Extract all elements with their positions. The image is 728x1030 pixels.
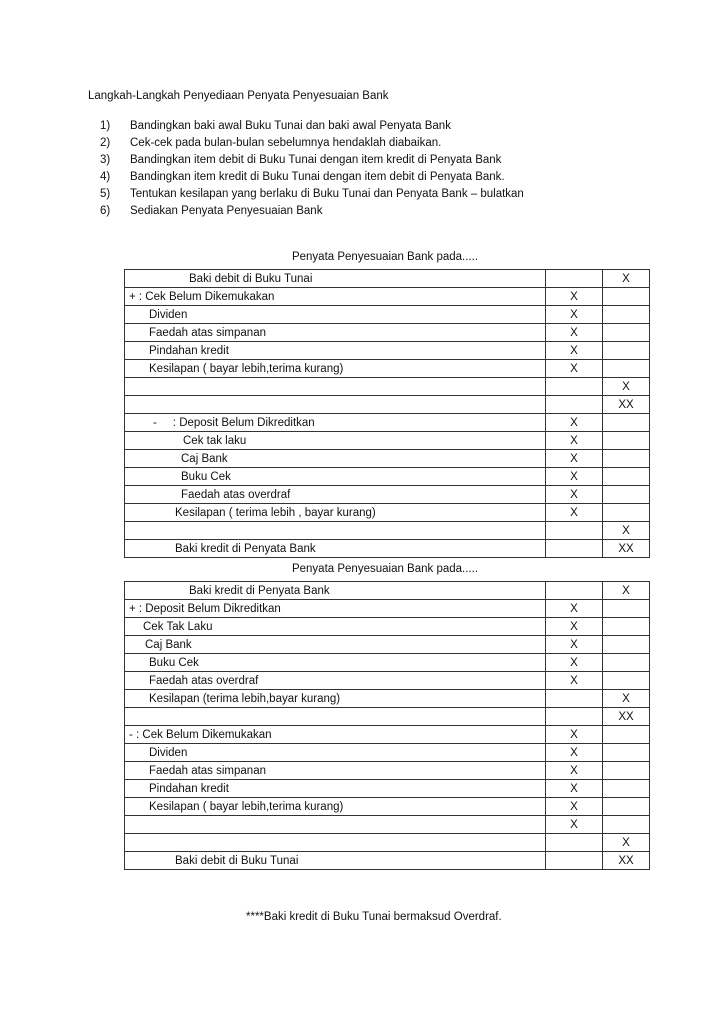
step-text: Tentukan kesilapan yang berlaku di Buku Tunai dan Penyata Bank – bulatkan [130, 188, 524, 200]
row-description: Cek Tak Laku [143, 620, 213, 633]
table-row [125, 636, 650, 654]
step-number: 2) [100, 137, 111, 149]
row-amount-inner: X [546, 654, 603, 672]
row-amount-inner: X [546, 360, 603, 378]
row-amount-inner: X [546, 726, 603, 744]
row-amount-total [603, 672, 650, 690]
row-description: Kesilapan (terima lebih,bayar kurang) [149, 692, 341, 705]
row-amount-inner: X [546, 450, 603, 468]
steps-list [100, 118, 524, 220]
table-row [125, 486, 650, 504]
row-description: Buku Cek [181, 470, 231, 483]
row-description-cell [125, 798, 546, 816]
row-description-cell [125, 306, 546, 324]
table-row [125, 726, 650, 744]
row-description: Baki debit di Buku Tunai [175, 854, 299, 867]
row-description-cell [125, 726, 546, 744]
row-description-cell [125, 636, 546, 654]
table1-caption: Penyata Penyesuaian Bank pada..... [291, 251, 479, 263]
row-description: Kesilapan ( terima lebih , bayar kurang) [175, 506, 376, 519]
row-description-cell [125, 618, 546, 636]
step-number: 3) [100, 154, 111, 166]
row-description-cell [125, 690, 546, 708]
row-amount-total [603, 618, 650, 636]
row-amount-inner [546, 522, 603, 540]
step-text: Bandingkan item debit di Buku Tunai dengan item kredit di Penyata Bank [130, 154, 502, 166]
footnote: ****Baki kredit di Buku Tunai bermaksud Overdraf. [246, 911, 502, 923]
row-amount-total [603, 798, 650, 816]
step-number: 4) [100, 171, 111, 183]
row-description-cell [125, 450, 546, 468]
row-amount-total: X [603, 834, 650, 852]
table-row [125, 816, 650, 834]
row-amount-inner: X [546, 486, 603, 504]
row-description: Faedah atas simpanan [149, 764, 266, 777]
row-amount-total [603, 636, 650, 654]
list-item [100, 118, 524, 135]
step-number: 5) [100, 188, 111, 200]
row-amount-inner: X [546, 816, 603, 834]
row-description-cell [125, 762, 546, 780]
list-item [100, 152, 524, 169]
table-row [125, 270, 650, 288]
list-item [100, 135, 524, 152]
row-amount-inner: X [546, 324, 603, 342]
table-row [125, 468, 650, 486]
table-row [125, 432, 650, 450]
row-amount-total [603, 744, 650, 762]
table2-reconciliation [124, 581, 650, 870]
row-amount-total: X [603, 522, 650, 540]
row-description: Faedah atas overdraf [149, 674, 259, 687]
table-row [125, 324, 650, 342]
row-amount-inner: X [546, 744, 603, 762]
step-text: Cek-cek pada bulan-bulan sebelumnya hendaklah diabaikan. [130, 137, 442, 149]
row-amount-total [603, 726, 650, 744]
row-description: Caj Bank [145, 638, 192, 651]
row-amount-inner: X [546, 414, 603, 432]
step-text: Sediakan Penyata Penyesuaian Bank [130, 205, 323, 217]
row-description: Pindahan kredit [149, 782, 229, 795]
row-description-cell [125, 654, 546, 672]
table-row [125, 852, 650, 870]
row-description: Baki kredit di Penyata Bank [189, 584, 330, 597]
table-row [125, 780, 650, 798]
row-amount-total [603, 306, 650, 324]
row-amount-inner [546, 270, 603, 288]
row-description-cell [125, 744, 546, 762]
row-amount-total [603, 486, 650, 504]
table1-reconciliation [124, 269, 650, 558]
row-description-cell [125, 468, 546, 486]
list-item [100, 203, 524, 220]
step-text: Bandingkan baki awal Buku Tunai dan baki awal Penyata Bank [130, 120, 451, 132]
row-description: Kesilapan ( bayar lebih,terima kurang) [149, 362, 344, 375]
row-description-cell [125, 852, 546, 870]
row-amount-total [603, 360, 650, 378]
table-row [125, 450, 650, 468]
row-amount-inner: X [546, 636, 603, 654]
row-amount-total [603, 816, 650, 834]
row-amount-total [603, 450, 650, 468]
row-description: Cek tak laku [183, 434, 247, 447]
table-row [125, 708, 650, 726]
step-text: Bandingkan item kredit di Buku Tunai dengan item debit di Penyata Bank. [130, 171, 505, 183]
row-description-cell [125, 270, 546, 288]
table-row [125, 672, 650, 690]
row-description: Baki kredit di Penyata Bank [175, 542, 316, 555]
table-row [125, 288, 650, 306]
row-amount-total: X [603, 582, 650, 600]
row-amount-inner [546, 540, 603, 558]
table-row [125, 306, 650, 324]
row-description-cell [125, 486, 546, 504]
row-amount-total [603, 468, 650, 486]
row-amount-total [603, 432, 650, 450]
table-row [125, 600, 650, 618]
row-amount-inner [546, 834, 603, 852]
row-description-cell [125, 780, 546, 798]
row-amount-inner: X [546, 798, 603, 816]
row-description-cell [125, 582, 546, 600]
row-amount-inner: X [546, 468, 603, 486]
row-amount-total [603, 600, 650, 618]
row-description-cell [125, 504, 546, 522]
row-amount-inner: X [546, 780, 603, 798]
row-description-cell [125, 324, 546, 342]
row-description-cell [125, 708, 546, 726]
row-amount-total [603, 342, 650, 360]
row-description-cell [125, 600, 546, 618]
table-row [125, 540, 650, 558]
step-number: 6) [100, 205, 111, 217]
table-row [125, 618, 650, 636]
row-amount-inner: X [546, 288, 603, 306]
row-amount-total [603, 780, 650, 798]
row-amount-total: X [603, 378, 650, 396]
row-amount-total: XX [603, 852, 650, 870]
row-amount-total [603, 288, 650, 306]
row-description: Faedah atas simpanan [149, 326, 266, 339]
row-description: Kesilapan ( bayar lebih,terima kurang) [149, 800, 344, 813]
row-description: - : Deposit Belum Dikreditkan [153, 416, 315, 429]
row-amount-inner [546, 708, 603, 726]
row-description: Pindahan kredit [149, 344, 229, 357]
table-row [125, 798, 650, 816]
table2-caption: Penyata Penyesuaian Bank pada..... [291, 563, 479, 575]
row-amount-inner [546, 378, 603, 396]
row-description: - : Cek Belum Dikemukakan [129, 728, 272, 741]
row-description-cell [125, 540, 546, 558]
table-row [125, 342, 650, 360]
row-description-cell [125, 816, 546, 834]
row-amount-total: XX [603, 396, 650, 414]
row-amount-total: XX [603, 540, 650, 558]
row-description: Buku Cek [149, 656, 199, 669]
row-amount-inner [546, 582, 603, 600]
row-description-cell [125, 360, 546, 378]
row-description-cell [125, 834, 546, 852]
row-amount-total [603, 654, 650, 672]
row-amount-total: XX [603, 708, 650, 726]
row-amount-inner: X [546, 672, 603, 690]
row-amount-total [603, 324, 650, 342]
table-row [125, 762, 650, 780]
list-item [100, 169, 524, 186]
table-row [125, 690, 650, 708]
row-description: Dividen [149, 308, 188, 321]
table-row [125, 414, 650, 432]
row-amount-total: X [603, 270, 650, 288]
row-description-cell [125, 672, 546, 690]
row-description: + : Cek Belum Dikemukakan [129, 290, 275, 303]
row-amount-inner: X [546, 504, 603, 522]
row-amount-total [603, 504, 650, 522]
row-amount-total: X [603, 690, 650, 708]
document-heading: Langkah-Langkah Penyediaan Penyata Penyesuaian Bank [88, 90, 389, 102]
step-number: 1) [100, 120, 111, 132]
table-row [125, 834, 650, 852]
row-description: Faedah atas overdraf [181, 488, 291, 501]
table-row [125, 744, 650, 762]
table-row [125, 360, 650, 378]
row-description-cell [125, 288, 546, 306]
table-row [125, 378, 650, 396]
row-description: Dividen [149, 746, 188, 759]
row-description-cell [125, 522, 546, 540]
row-amount-total [603, 414, 650, 432]
row-amount-inner: X [546, 600, 603, 618]
row-description-cell [125, 396, 546, 414]
list-item [100, 186, 524, 203]
table-row [125, 654, 650, 672]
row-amount-inner [546, 690, 603, 708]
row-amount-inner: X [546, 432, 603, 450]
row-description: + : Deposit Belum Dikreditkan [129, 602, 281, 615]
table-row [125, 522, 650, 540]
row-description-cell [125, 342, 546, 360]
row-amount-inner [546, 852, 603, 870]
row-description: Caj Bank [181, 452, 228, 465]
row-amount-inner: X [546, 306, 603, 324]
table-row [125, 504, 650, 522]
row-amount-inner [546, 396, 603, 414]
row-amount-inner: X [546, 618, 603, 636]
row-amount-total [603, 762, 650, 780]
row-description-cell [125, 378, 546, 396]
row-amount-inner: X [546, 762, 603, 780]
table-row [125, 582, 650, 600]
row-description: Baki debit di Buku Tunai [189, 272, 313, 285]
row-description-cell [125, 432, 546, 450]
table-row [125, 396, 650, 414]
row-description-cell [125, 414, 546, 432]
row-amount-inner: X [546, 342, 603, 360]
